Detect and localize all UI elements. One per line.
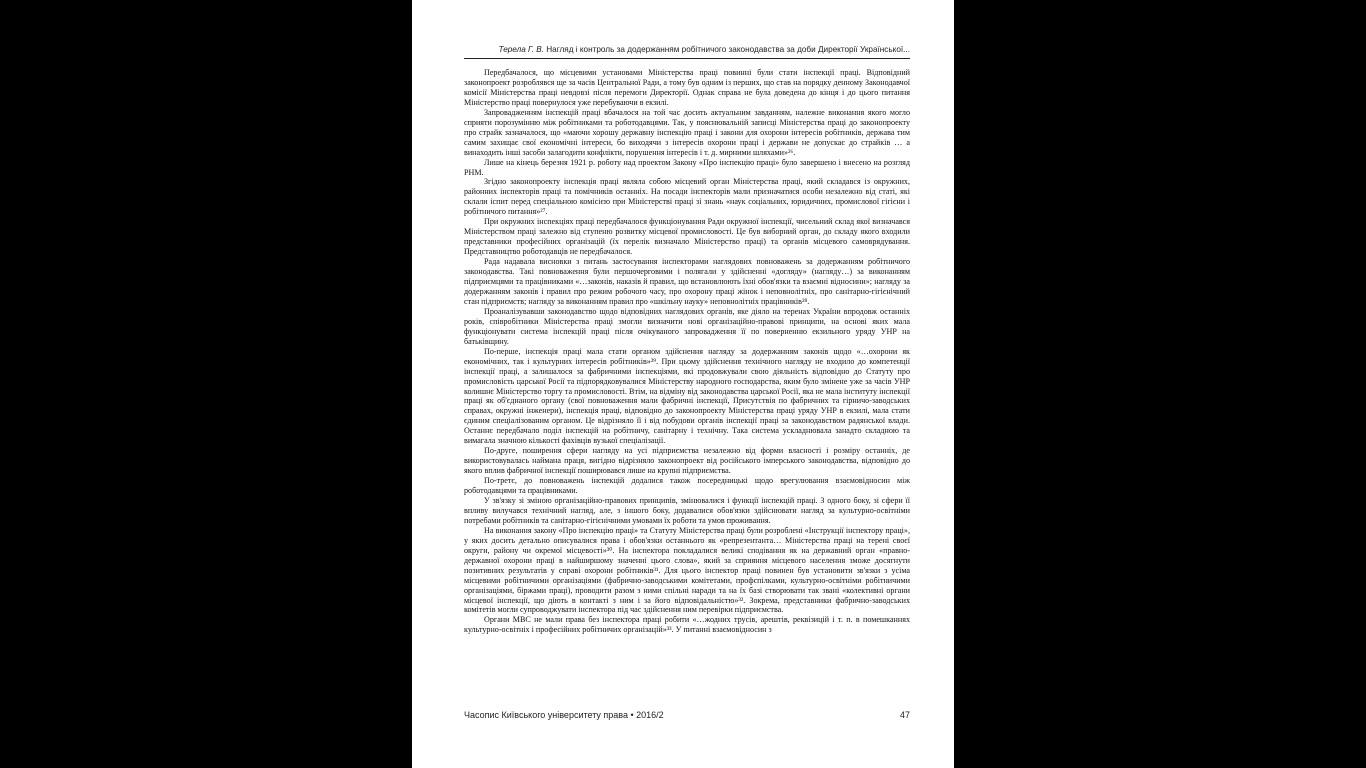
paragraph: Лише на кінець березня 1921 р. роботу над проектом Закону «Про інспекцію праці» було завершено і внесено на розгляд РНМ. xyxy=(464,157,910,177)
paragraph: Органи МВС не мали права без інспектора праці робити «…жодних трусів, арештів, реквізицій і т. п. в помешканнях культурно-освітніх і професійних робітничих організацій»³³. У питанні взаємовідносин з xyxy=(464,615,910,635)
header-rule xyxy=(464,58,910,59)
paragraph: По-перше, інспекція праці мала стати органом здійснення нагляду за додержанням законів щодо «…охорони як економічних, так і культурних інтересів робітників»²⁹. При цьому здійснення технічного нагляду не входило до компетенції інспекції праці, а залишалося за фабричними інспекціями, які продовжували свою діяльність відповідно до Статуту про промисловість царської Росії та підпорядковувалися Міністерству народного господарства, яким було змінене уже за часів УНР колишнє Міністерство торгу та промисловості. Втім, на відміну від законодавства царської Росії, яка не мала інституту інспекції праці як об'єднаного органу (свої повноваження мали фабричні інспекції, Присутствія по фабричних та гірничо-заводських справах, окружні інженери), інспекція праці, відповідно до законопроекту Міністерства праці уряду УНР в екзилі, мала стати єдиним спеціалізованим органом. Це відрізняло її і від побудови органів інспекції праці за законодавством радянської влади. Останнє передбачало поділ інспекцій на робітничу, санітарну і технічну. Така система ускладнювала занадто складною та вимагала значною кількості фахівців вузької спеціалізації. xyxy=(464,346,910,446)
article-body xyxy=(464,68,910,704)
document-page xyxy=(412,0,954,768)
header-title: Нагляд і контроль за додержанням робітничого законодавства за доби Директорії Української... xyxy=(546,45,910,54)
paragraph: По-друге, поширення сфери нагляду на усі підприємства незалежно від форми власності і розміру останніх, де використовувалась наймана праця, вигідно відрізняло законопроект від російського імперського законодавства, відповідно до якого вплив фабричної інспекції поширювався лише на крупні підприємства. xyxy=(464,446,910,476)
page-number: 47 xyxy=(899,710,910,720)
running-header xyxy=(490,45,910,54)
paragraph: У зв'язку зі зміною організаційно-правових принципів, змінювалися і функції інспекцій праці. З одного боку, зі сфери її впливу вилучався технічний нагляд, але, з іншого боку, додавалися обов'язки здійснювати нагляд за культурно-освітніми потребами робітників та санітарно-гігієнічними умовами їх роботи та умов проживання. xyxy=(464,495,910,525)
paragraph: Передбачалося, що місцевими установами Міністерства праці повинні були стати інспекції праці. Відповідний законопроект розроблявся ще за часів Центральної Ради, а тому був одним із перших, що став на порядку денному Законодавчої комісії Міністерства праці невдовзі після перемоги Директорії. Однак справа не була доведена до кінця і до цього питання Міністерство праці повернулося уже перебуваючи в екзилі. xyxy=(464,68,910,107)
footer-journal-title: Часопис Київського університету права • 2016/2 xyxy=(464,710,664,720)
paragraph: По-третє, до повноважень інспекцій додалися також посередницькі щодо врегулювання взаємовідносин між роботодавцями та працівниками. xyxy=(464,476,910,496)
header-author: Терела Г. В. xyxy=(498,45,544,54)
paragraph: При окружних інспекціях праці передбачалося функціонування Ради окружної інспекції, чисельний склад якої визначався Міністерством праці залежно від ступеню розвитку місцевої промисловості. Це був виборний орган, до складу якого входили представники професійних організацій (їх перелік визначало Міністерство праці) та органів місцевого самоврядування. Представництво роботодавців не передбачалося. xyxy=(464,217,910,257)
paragraph: Рада надавала висновки з питань застосування інспекторами наглядових повноважень за додержанням робітничого законодавства. Такі повноваження були першочерговими і полягали у здійсненні «догляду» (нагляду…) за виконанням підприємцями та працівниками «…законів, наказів й правил, що встановлюють їхні обов'язки та взаємні відносини»; нагляду за додержанням законів і правил про режим робочого часу, про охорону праці жінок і неповнолітніх, про санітарно-гігієнічний стан підприємств; нагляду за виконанням правил про «шкільну науку» неповнолітніх працівників²⁸. xyxy=(464,257,910,306)
paragraph: На виконання закону «Про інспекцію праці» та Статуту Міністерства праці були розроблені «Інструкції інспектору праці», у яких досить детально описувалися права і обов'язки останнього як «репрезентанта… Міністерства праці на терені своєї округи, району чи окремої місцевості»³⁰. На інспектора покладалися великі сподівання як на державний орган «правно-державної охорони праці в найширшому значенні цього слова», який за сприяння місцевого населення зможе досягнути позитивних результатів у справі охорони робітників³¹. Для цього інспектор праці повинен був установити зв'язки з усіма місцевими робітничими організаціями (фабрично-заводськими комітетами, профспілками, культурно-освітніми робітничими організаціями, біржами праці), проводити разом з ними спільні наради та на їх базі створювати так звані «колективні органи місцевої інспекції, що діють в контакті з ним і за його відповідальністю»³². Зокрема, представники фабрично-заводських комітетів могли супроводжувати інспектора під час здійснення ним перевірки підприємства. xyxy=(464,525,910,615)
paragraph: Проаналізувавши законодавство щодо відповідних наглядових органів, яке діяло на теренах України впродовж останніх років, співробітники Міністерства праці змогли визначити нові організаційно-правові принципи, на основі яких мала функціонувати система інспекцій праці після очікуваного запровадження її по поверненню екзильного уряду УНР на батьківщину. xyxy=(464,306,910,346)
paragraph: Запровадженням інспекцій праці вбачалося на той час досить актуальним завданням, належне виконання якого могло сприяти порозумінню між робітниками та роботодавцями. Так, у пояснювальній записці Міністерства праці до законопроекту про страйк зазначалося, що «маючи хорошу державну інспекцію праці і закони для охорони інтересів робітників, держава тим самим захищає свої економічні інтереси, бо виходячи з інтересів охорони праці і держави не допускає до страйків … а винаходить інші засоби залагодити конфлікти, порушення інтересів і т. д. мирними шляхами»²⁶. xyxy=(464,107,910,157)
paragraph: Згідно законопроекту інспекція праці являла собою місцевий орган Міністерства праці, який складався із окружних, районних інспекторів праці та помічників останніх. На посади інспекторів мали призначатися особи незалежно від статі, які склали іспит перед спеціальною комісією при Міністерстві праці зі знань «наук соціальних, юридичних, промислової гігієни і робітничого питання»²⁷. xyxy=(464,177,910,217)
